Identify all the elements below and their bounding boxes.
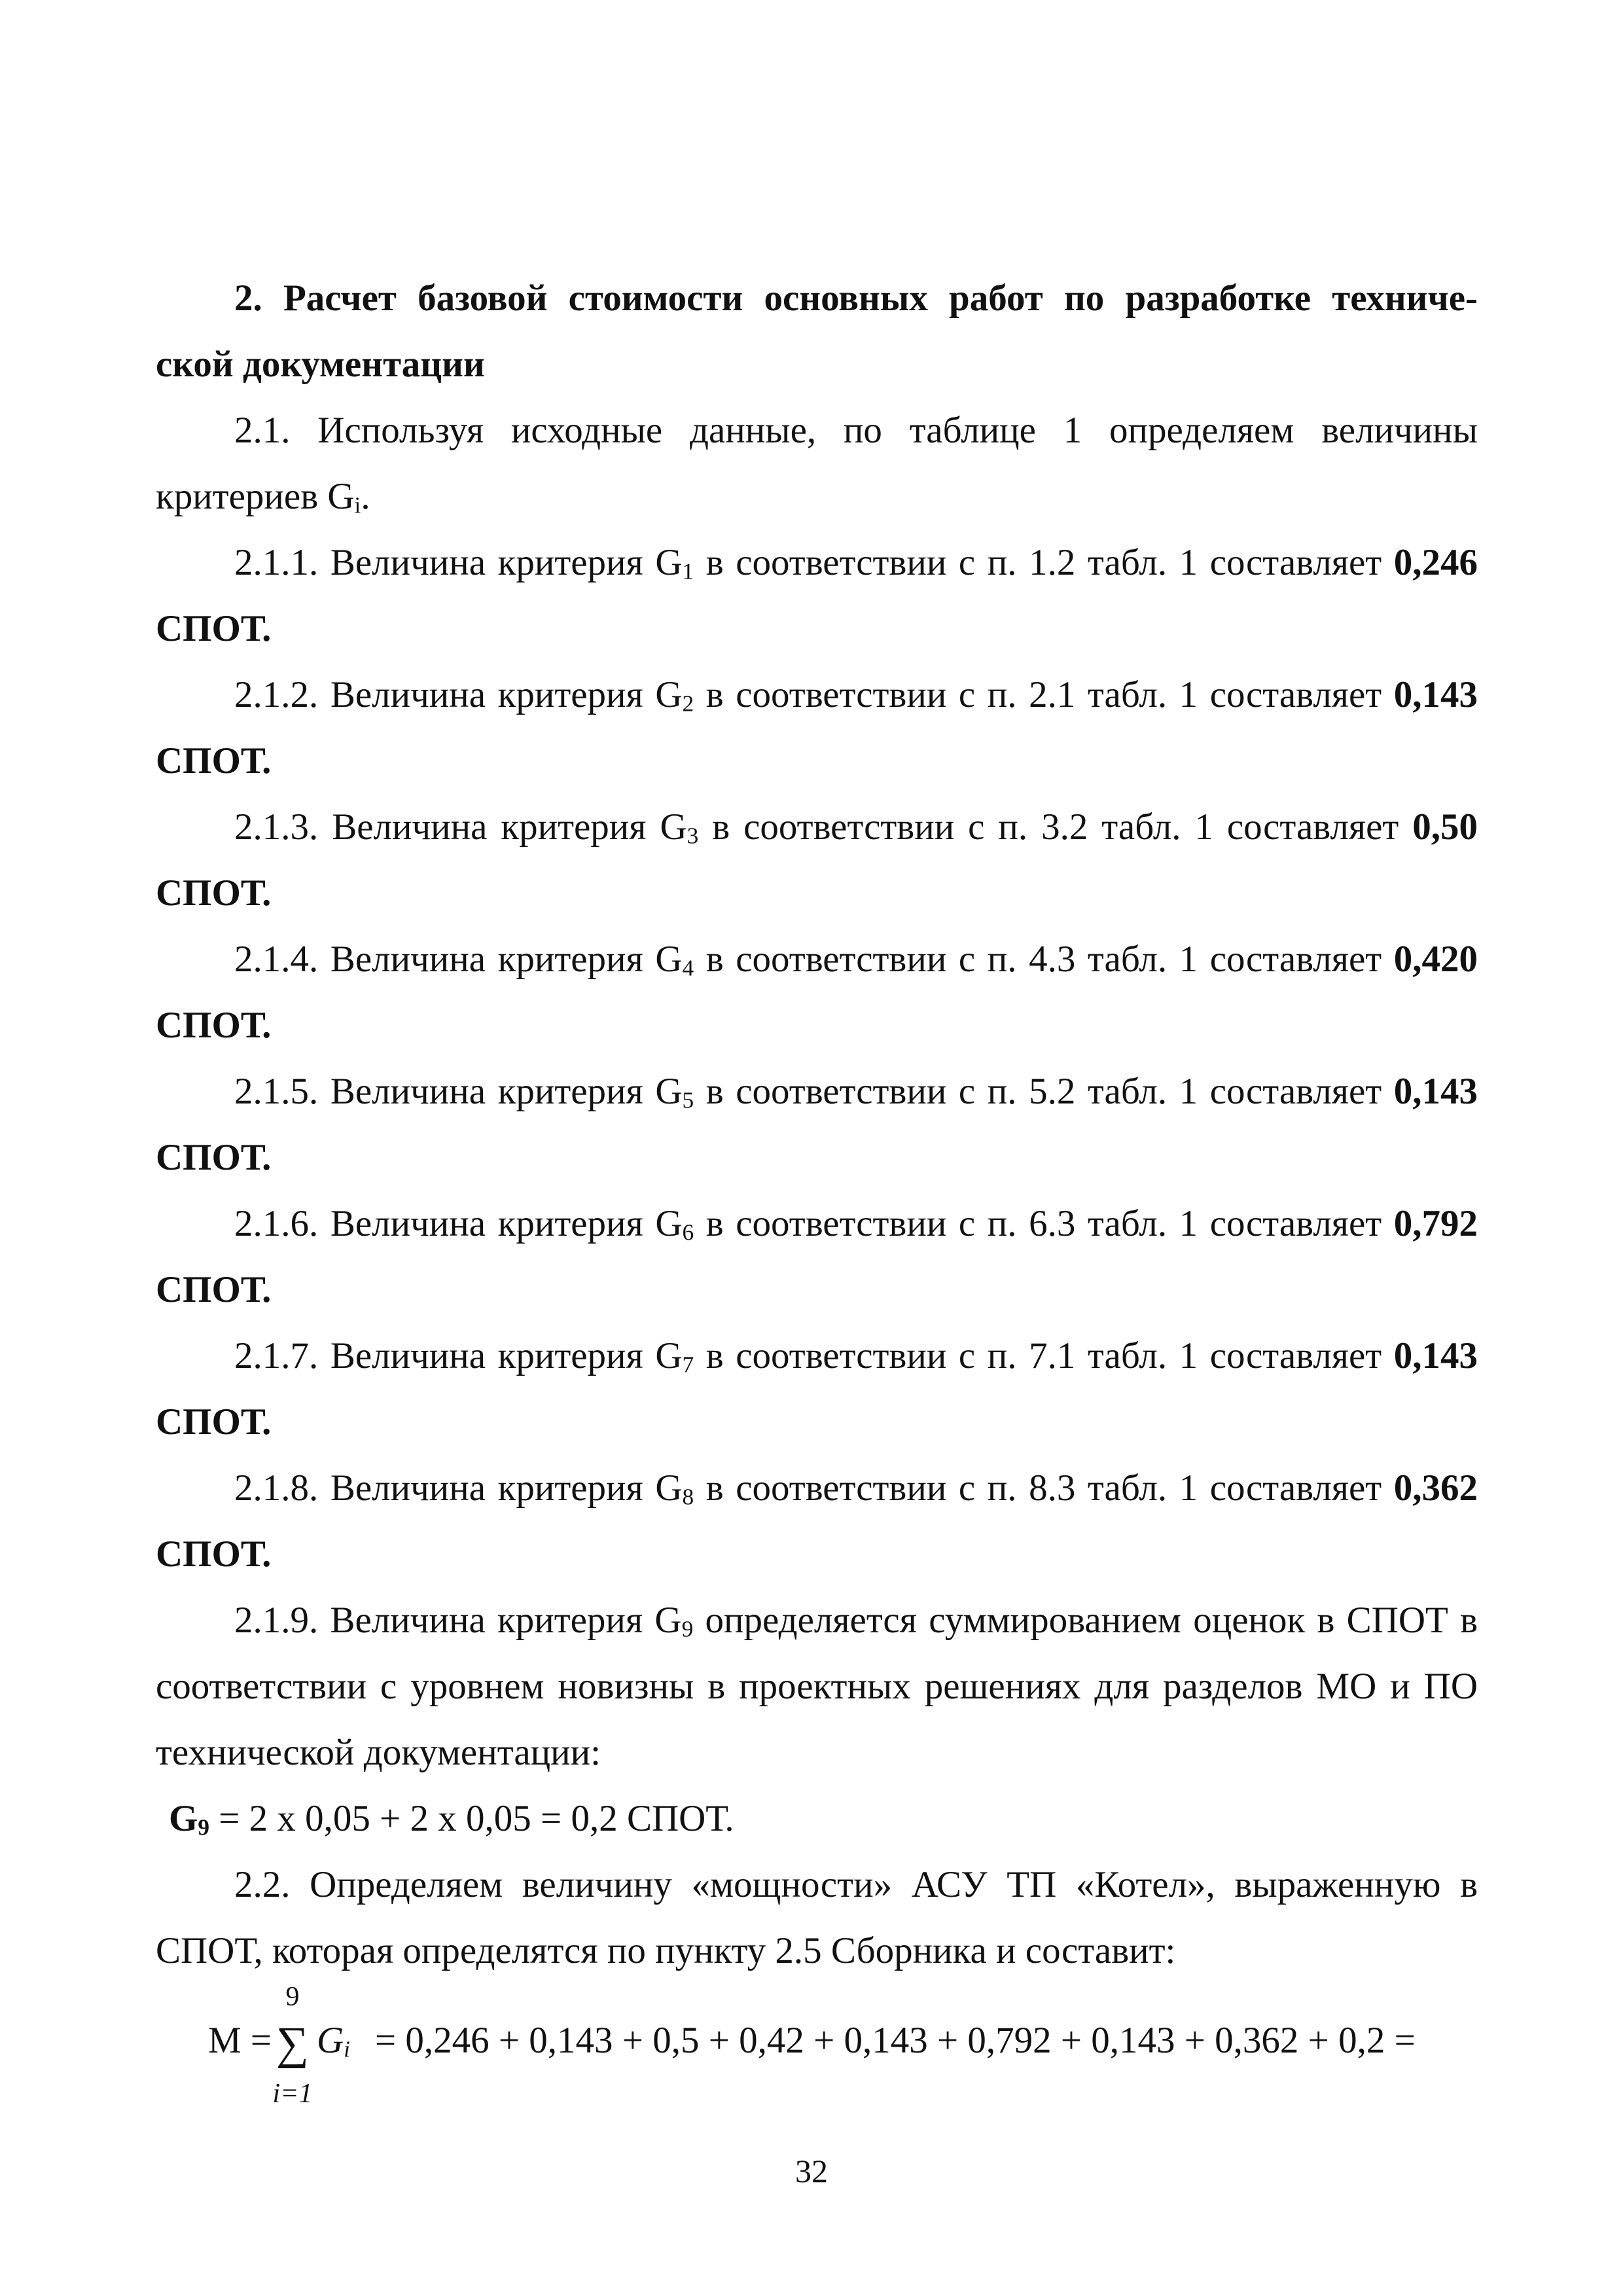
sigma-lower-limit: i=1 [272, 2079, 313, 2109]
sum-term: $G_i$ [317, 2020, 350, 2062]
criterion-2-1-3: 2.1.3. Величина критерия $G_3$ в соответствии с п. 3.2 табл. 1 составляет 0,50 СПОТ. [156, 806, 1478, 914]
paragraph-2-2: 2.2. Определяем величину «мощности» АСУ ТП «Котел», выраженную в СПОТ, которая определятся по пункту 2.5 Сборника и составит: [156, 1864, 1478, 1971]
criterion-value: 0,246 СПОТ. [156, 542, 1478, 649]
criterion-value: 0,792 СПОТ. [156, 1203, 1478, 1310]
criterion-2-1-1: 2.1.1. Величина критерия $G_1$ в соответствии с п. 1.2 табл. 1 составляет 0,246 СПОТ. [156, 542, 1478, 649]
criterion-value: 0,420 СПОТ. [156, 939, 1478, 1046]
sum-lhs: М = [208, 2020, 272, 2061]
criterion-2-1-4: 2.1.4. Величина критерия $G_4$ в соответствии с п. 4.3 табл. 1 составляет 0,420 СПОТ. [156, 939, 1478, 1046]
criterion-2-1-7: 2.1.7. Величина критерия $G_7$ в соответствии с п. 7.1 табл. 1 составляет 0,143 СПОТ. [156, 1335, 1478, 1443]
page-number: 32 [795, 2153, 828, 2189]
section-heading-line-1: 2. Расчет базовой стоимости основных работ по разработке техниче- [234, 278, 1478, 319]
formula-g9: $G_9 = 2$ х 0,05 + 2 х 0,05 = 0,2 СПОТ. [169, 1798, 734, 1840]
paragraph-2-1: 2.1. Используя исходные данные, по таблице 1 определяем величины критериев $G_i$. [156, 410, 1478, 518]
criterion-value: 0,362 СПОТ. [156, 1467, 1478, 1575]
sigma-icon: ∑ [276, 2018, 309, 2069]
criterion-2-1-8: 2.1.8. Величина критерия $G_8$ в соответствии с п. 8.3 табл. 1 составляет 0,362 СПОТ. [156, 1467, 1478, 1575]
criterion-2-1-5: 2.1.5. Величина критерия $G_5$ в соответствии с п. 5.2 табл. 1 составляет 0,143 СПОТ. [156, 1071, 1478, 1178]
criterion-value: 0,143 СПОТ. [156, 1071, 1478, 1178]
criterion-2-1-9: 2.1.9. Величина критерия $G_9$ определяется суммированием оценок в СПОТ в соответствии с уровнем новизны в проектных решениях для разделов МО и ПО технической документации: [156, 1600, 1478, 1773]
sum-formula [208, 1970, 1491, 2114]
document-body [156, 265, 1478, 1984]
sum-expression: = 0,246 + 0,143 + 0,5 + 0,42 + 0,143 + 0,792 + 0,143 + 0,362 + 0,2 = [375, 2020, 1416, 2061]
criterion-value: 0,50 СПОТ. [156, 806, 1478, 914]
criterion-value: 0,143 СПОТ. [156, 1335, 1478, 1443]
sigma-upper-limit: 9 [285, 1982, 300, 2012]
section-heading-line-2: ской документации [156, 344, 485, 385]
sigma-operator [270, 1983, 315, 2114]
criterion-value: 0,143 СПОТ. [156, 674, 1478, 781]
criterion-2-1-6: 2.1.6. Величина критерия $G_6$ в соответствии с п. 6.3 табл. 1 составляет 0,792 СПОТ. [156, 1203, 1478, 1310]
criterion-2-1-2: 2.1.2. Величина критерия $G_2$ в соответствии с п. 2.1 табл. 1 составляет 0,143 СПОТ. [156, 674, 1478, 781]
